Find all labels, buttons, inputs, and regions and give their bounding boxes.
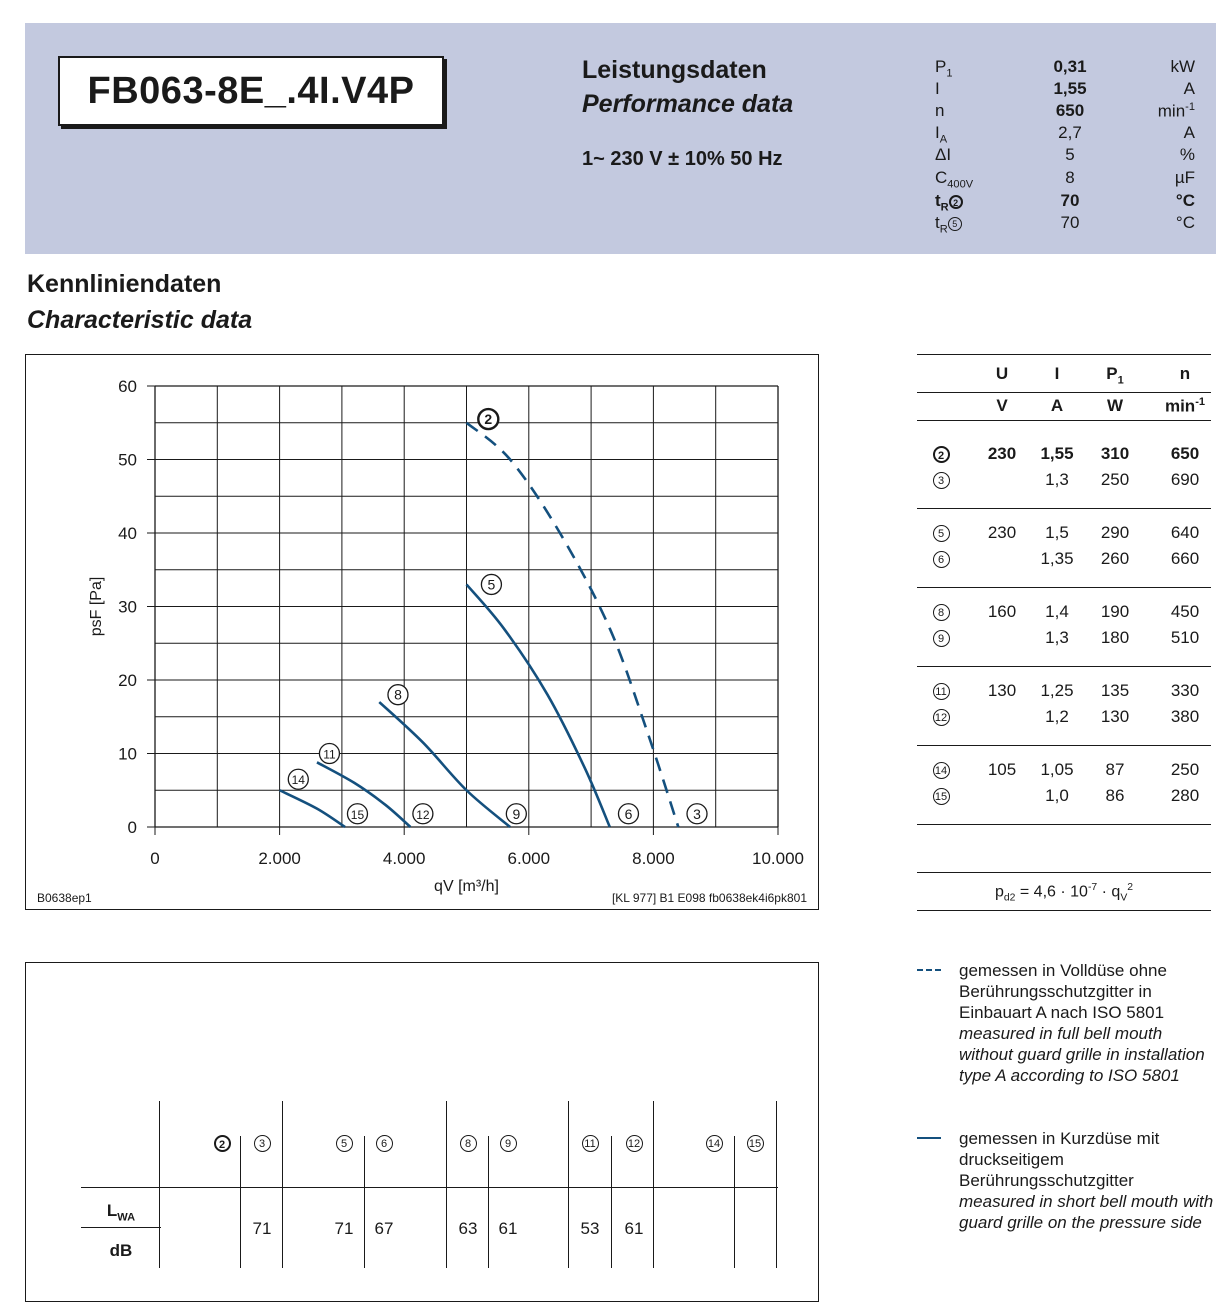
section-title-en: Characteristic data	[27, 306, 253, 334]
noise-divider	[159, 1101, 160, 1268]
spec-value: 70	[1060, 213, 1080, 232]
table-cell-i: 1,0	[1045, 786, 1069, 805]
table-point-marker: 3	[925, 470, 957, 490]
table-cell-n: 250	[1170, 760, 1200, 779]
spec-value: 8	[1065, 168, 1075, 187]
table-cell-p: 290	[1100, 523, 1130, 542]
table-header: U	[995, 364, 1009, 383]
curve-8	[379, 702, 510, 827]
table-header: $P_1$	[1106, 364, 1124, 387]
table-cell-p: 190	[1100, 602, 1130, 621]
spec-value: 2,7	[1058, 123, 1082, 142]
table-header: I	[1054, 364, 1060, 383]
x-tick-label: 4.000	[382, 849, 426, 868]
spec-row	[935, 123, 1195, 145]
operating-points-table	[917, 354, 1211, 910]
y-tick-label: 40	[118, 524, 137, 543]
x-tick-label: 0	[150, 849, 160, 868]
table-group-rule	[917, 824, 1211, 825]
table-point-marker: 11	[925, 681, 957, 701]
table-group-rule	[917, 666, 1211, 667]
curve-label: 14	[291, 773, 305, 788]
dashed-line-icon	[917, 969, 941, 971]
table-cell-n: 330	[1170, 681, 1200, 700]
table-point-marker: 12	[925, 707, 957, 727]
table-cell-p: 180	[1100, 628, 1130, 647]
spec-row	[935, 191, 1195, 213]
noise-point-marker: 3	[247, 1133, 277, 1153]
noise-label-rule	[81, 1227, 161, 1228]
y-tick-label: 20	[118, 671, 137, 690]
spec-symbol: I	[935, 79, 940, 98]
spec-row	[935, 168, 1195, 190]
model-title: FB063-8E_.4I.V4P	[58, 56, 444, 126]
table-point-marker: 15	[925, 786, 957, 806]
table-cell-p: 260	[1100, 549, 1130, 568]
y-tick-label: 10	[118, 744, 137, 764]
y-axis-label: psF [Pa]	[88, 576, 105, 637]
table-point-marker: 2	[925, 444, 957, 464]
noise-point-marker: 2	[207, 1133, 237, 1153]
table-unit: V	[996, 396, 1008, 415]
table-cell-p: 87	[1105, 760, 1125, 779]
noise-point-marker: 9	[493, 1133, 523, 1153]
table-cell-u: 160	[987, 602, 1017, 621]
table-cell-p: 135	[1100, 681, 1130, 700]
spec-unit: kW	[1170, 57, 1195, 76]
table-cell-i: 1,55	[1040, 444, 1074, 463]
spec-value: 1,55	[1053, 79, 1087, 98]
table-group-rule	[917, 745, 1211, 746]
performance-title-en: Performance data	[582, 90, 794, 118]
table-header: n	[1179, 364, 1191, 383]
noise-value: 71	[252, 1219, 272, 1238]
x-axis-label: qV [m³/h]	[434, 878, 499, 895]
table-unit: A	[1050, 396, 1064, 415]
legend-text-en: measured in full bell mouth without guard grille in installation type A according to ISO 5801	[959, 1024, 1205, 1085]
legend-text	[959, 960, 1217, 1086]
table-formula-rule-top	[917, 872, 1211, 873]
table-point-marker: 14	[925, 760, 957, 780]
spec-unit: A	[1183, 123, 1195, 142]
table-cell-n: 450	[1170, 602, 1200, 621]
table-cell-i: 1,25	[1040, 681, 1074, 700]
table-cell-n: 640	[1170, 523, 1200, 542]
x-tick-label: 8.000	[632, 849, 675, 868]
table-cell-p: 86	[1105, 786, 1125, 805]
noise-label: $L_{WA}$	[106, 1201, 136, 1224]
table-cell-u: 230	[987, 444, 1017, 463]
curve-14	[280, 790, 345, 827]
formula: $p_{d2} = 4,6 \cdot 10^{-7} \cdot q_V^2$	[994, 882, 1134, 904]
spec-symbol: $t_R$ 2	[935, 191, 963, 213]
table-cell-p: 310	[1100, 444, 1130, 463]
table-cell-u: 105	[987, 760, 1017, 779]
table-cell-i: 1,5	[1045, 523, 1069, 542]
curve-label: 3	[693, 805, 701, 822]
circle-marker: 2	[949, 195, 963, 209]
spec-unit: °C	[1175, 213, 1195, 232]
supply-voltage: 1~ 230 V ± 10% 50 Hz	[582, 148, 783, 170]
spec-symbol: ΔI	[935, 145, 952, 164]
spec-symbol: $t_R$ 5	[935, 213, 962, 235]
noise-column-divider	[776, 1101, 777, 1268]
performance-title-de: Leistungsdaten	[582, 56, 767, 84]
chart-footer-left: B0638ep1	[37, 891, 92, 905]
table-cell-u: 230	[987, 523, 1017, 542]
table-cell-i: 1,2	[1045, 707, 1069, 726]
spec-row	[935, 57, 1195, 79]
table-cell-p: 130	[1100, 707, 1130, 726]
noise-column-divider	[446, 1101, 447, 1268]
curve-label: 12	[416, 807, 430, 822]
table-cell-n: 380	[1170, 707, 1200, 726]
noise-point-marker: 14	[699, 1133, 729, 1153]
spec-symbol: n	[935, 101, 945, 120]
noise-value: 53	[580, 1219, 600, 1238]
noise-point-marker: 12	[619, 1133, 649, 1153]
spec-unit: µF	[1174, 168, 1195, 187]
table-header-rule	[917, 392, 1211, 393]
table-cell-i: 1,4	[1045, 602, 1069, 621]
y-tick-label: 0	[127, 818, 137, 837]
spec-row	[935, 213, 1195, 235]
table-cell-n: 510	[1170, 628, 1200, 647]
noise-column-divider	[364, 1136, 365, 1268]
table-cell-i: 1,05	[1040, 760, 1074, 779]
spec-symbol: $I_A$	[935, 123, 948, 146]
noise-point-marker: 5	[329, 1133, 359, 1153]
legend-text-en: measured in short bell mouth with guard grille on the pressure side	[959, 1192, 1214, 1232]
legend-text-de: gemessen in Volldüse ohne Berührungsschutzgitter in Einbauart A nach ISO 5801	[959, 961, 1167, 1022]
noise-column-divider	[488, 1136, 489, 1268]
x-tick-label: 6.000	[507, 849, 551, 868]
table-cell-n: 660	[1170, 549, 1200, 568]
curve-label: 8	[394, 686, 402, 703]
curve-label: 2	[484, 411, 493, 428]
section-title-de: Kennliniendaten	[27, 270, 222, 298]
y-tick-label: 30	[118, 597, 137, 617]
curve-label: 9	[512, 805, 521, 822]
noise-point-marker: 6	[369, 1133, 399, 1153]
noise-point-marker: 15	[740, 1133, 770, 1153]
table-point-marker: 8	[925, 602, 957, 622]
y-tick-label: 50	[118, 450, 137, 470]
solid-line-icon	[917, 1137, 941, 1139]
noise-column-divider	[282, 1101, 283, 1268]
legend-text-de: gemessen in Kurzdüse mit druckseitigem Berührungsschutzgitter	[959, 1129, 1160, 1190]
noise-value: 71	[334, 1219, 354, 1238]
curve-label: 5	[487, 576, 496, 593]
curve-label: 6	[624, 805, 633, 822]
noise-value: 61	[498, 1219, 518, 1238]
x-tick-label: 10.000	[752, 849, 804, 868]
table-point-marker: 5	[925, 523, 957, 543]
table-point-marker: 6	[925, 549, 957, 569]
curve-label: 15	[350, 807, 365, 822]
spec-value: 5	[1065, 145, 1075, 164]
noise-value: 61	[624, 1219, 644, 1238]
legend-text	[959, 1128, 1217, 1233]
table-top-rule	[917, 354, 1211, 355]
y-tick-label: 60	[118, 377, 137, 396]
noise-table	[25, 962, 819, 1302]
table-formula-rule-bottom	[917, 910, 1211, 911]
spec-unit: %	[1179, 145, 1195, 164]
spec-unit: °C	[1175, 191, 1195, 210]
table-unit: $\min^{-1}$	[1164, 396, 1206, 416]
table-point-marker: 9	[925, 628, 957, 648]
noise-value: 67	[374, 1219, 394, 1238]
noise-column-divider	[653, 1101, 654, 1268]
table-cell-n: 650	[1170, 444, 1200, 463]
noise-value: 63	[458, 1219, 478, 1238]
spec-row	[935, 101, 1195, 123]
spec-unit: A	[1183, 79, 1195, 98]
table-unit: W	[1106, 396, 1124, 415]
spec-row	[935, 145, 1195, 167]
noise-column-divider	[611, 1136, 612, 1268]
noise-point-marker: 8	[453, 1133, 483, 1153]
chart-footer-right: [KL 977] B1 E098 fb0638ek4i6pk801	[611, 891, 807, 905]
spec-value: 650	[1055, 101, 1085, 120]
spec-symbol: $P_1$	[935, 57, 953, 80]
table-cell-n: 690	[1170, 470, 1200, 489]
table-group-rule	[917, 508, 1211, 509]
spec-value: 0,31	[1053, 57, 1087, 76]
noise-rule	[81, 1187, 778, 1188]
spec-unit: $\min^{-1}$	[1157, 101, 1195, 121]
circle-marker: 5	[948, 217, 962, 231]
table-group-rule	[917, 587, 1211, 588]
characteristic-chart	[25, 354, 819, 910]
spec-value: 70	[1060, 191, 1080, 210]
table-cell-p: 250	[1100, 470, 1130, 489]
curve-2	[467, 423, 679, 827]
table-cell-i: 1,35	[1040, 549, 1074, 568]
spec-row	[935, 79, 1195, 101]
table-unit-rule	[917, 420, 1211, 421]
table-cell-i: 1,3	[1045, 470, 1069, 489]
table-cell-i: 1,3	[1045, 628, 1069, 647]
x-tick-label: 2.000	[258, 849, 301, 868]
curve-label: 11	[323, 747, 336, 762]
noise-column-divider	[240, 1136, 241, 1268]
noise-point-marker: 11	[575, 1133, 605, 1153]
table-cell-n: 280	[1170, 786, 1200, 805]
noise-column-divider	[734, 1136, 735, 1268]
noise-unit: dB	[109, 1241, 133, 1260]
spec-symbol: $C_{400V}$	[935, 168, 974, 191]
noise-column-divider	[568, 1101, 569, 1268]
table-cell-u: 130	[987, 681, 1017, 700]
